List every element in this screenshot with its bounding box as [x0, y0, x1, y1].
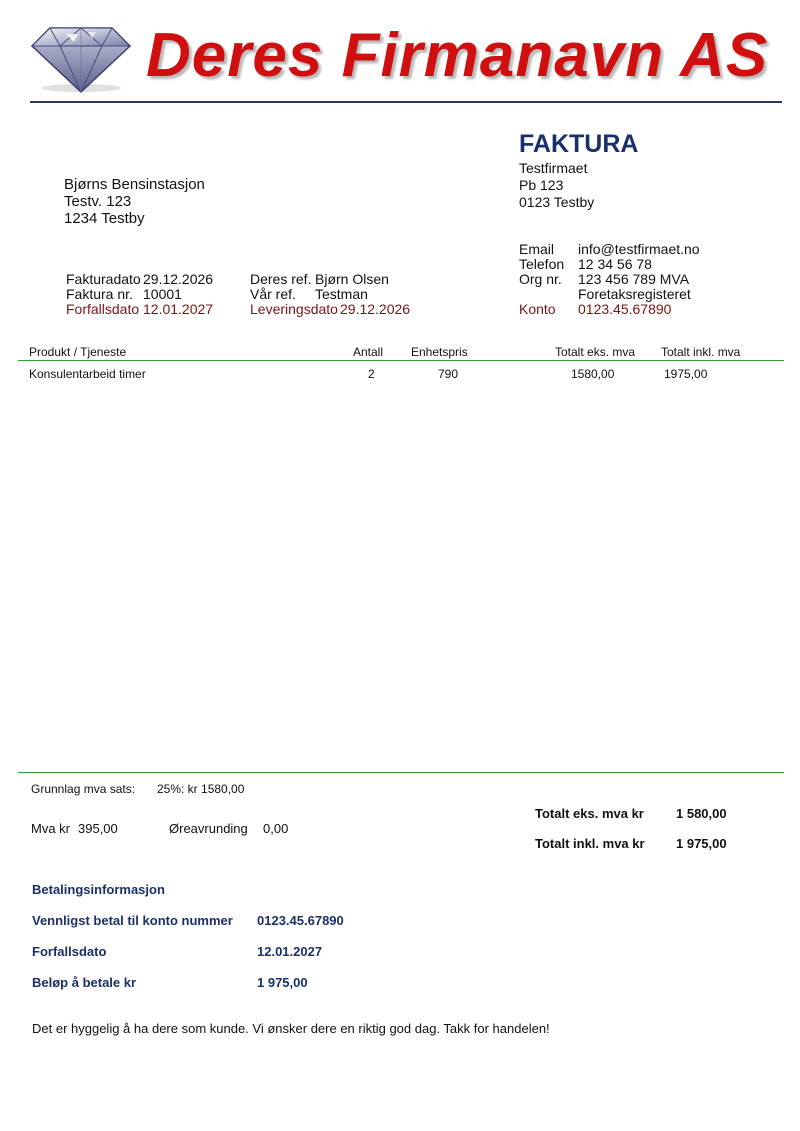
column-header-total-inc-vat: Totalt inkl. mva	[661, 345, 741, 359]
total-ex-vat-value: 1 580,00	[676, 806, 727, 821]
invoice-number-value: 10001	[143, 286, 182, 302]
invoice-date-value: 29.12.2026	[143, 271, 214, 287]
our-ref-value: Testman	[315, 286, 368, 302]
total-inc-vat-label: Totalt inkl. mva kr	[535, 836, 645, 851]
payment-heading: Betalingsinformasjon	[32, 882, 165, 897]
table-cell-product: Konsulentarbeid timer	[29, 367, 146, 381]
table-cell-unit-price: 790	[438, 367, 459, 381]
recipient-street: Testv. 123	[64, 193, 132, 210]
column-header-product: Produkt / Tjeneste	[29, 345, 127, 359]
recipient-name: Bjørns Bensinstasjon	[64, 176, 205, 193]
invoice-number-label: Faktura nr.	[66, 286, 133, 302]
vat-amount-value: 395,00	[78, 821, 118, 836]
payment-due-label: Forfallsdato	[32, 944, 107, 959]
rounding-label: Øreavrunding	[169, 821, 248, 836]
our-ref-label: Vår ref.	[250, 286, 296, 302]
total-ex-vat-label: Totalt eks. mva kr	[535, 806, 644, 821]
payment-amount-value: 1 975,00	[257, 975, 308, 990]
footer-divider	[18, 772, 784, 773]
account-value: 0123.45.67890	[578, 301, 672, 317]
recipient-city: 1234 Testby	[64, 210, 145, 227]
closing-message: Det er hyggelig å ha dere som kunde. Vi ønsker dere en riktig god dag. Takk for handelen!	[32, 1021, 550, 1036]
table-header-divider	[18, 360, 784, 361]
registry-text: Foretaksregisteret	[578, 286, 691, 302]
sender-name: Testfirmaet	[519, 160, 588, 176]
column-header-quantity: Antall	[353, 345, 384, 359]
vat-amount-label: Mva kr	[31, 821, 70, 836]
document-title: FAKTURA	[519, 130, 639, 158]
their-ref-value: Bjørn Olsen	[315, 271, 389, 287]
phone-label: Telefon	[519, 256, 565, 272]
org-label: Org nr.	[519, 271, 562, 287]
their-ref-label: Deres ref.	[250, 271, 312, 287]
table-cell-total-ex-vat: 1580,00	[571, 367, 615, 381]
payment-account-label: Vennligst betal til konto nummer	[32, 913, 233, 928]
sender-city: 0123 Testby	[519, 194, 595, 210]
table-cell-quantity: 2	[368, 367, 375, 381]
total-inc-vat-value: 1 975,00	[676, 836, 727, 851]
due-date-value: 12.01.2027	[143, 301, 214, 317]
phone-value: 12 34 56 78	[578, 256, 652, 272]
header-divider	[30, 101, 782, 103]
diamond-icon	[30, 22, 132, 94]
payment-account-value: 0123.45.67890	[257, 913, 344, 928]
invoice-date-label: Fakturadato	[66, 271, 141, 287]
column-header-unit-price: Enhetspris	[411, 345, 468, 359]
email-value[interactable]: info@testfirmaet.no	[578, 241, 700, 257]
vat-basis-value: 25%: kr 1580,00	[157, 782, 245, 796]
delivery-date-value: 29.12.2026	[340, 301, 411, 317]
org-value: 123 456 789 MVA	[578, 271, 690, 287]
payment-due-value: 12.01.2027	[257, 944, 323, 959]
delivery-date-label: Leveringsdato	[250, 301, 338, 317]
rounding-value: 0,00	[263, 821, 289, 836]
due-date-label: Forfallsdato	[66, 301, 140, 317]
company-name: Deres Firmanavn AS	[146, 21, 769, 90]
payment-amount-label: Beløp å betale kr	[32, 975, 137, 990]
email-label: Email	[519, 241, 555, 257]
sender-pobox: Pb 123	[519, 177, 564, 193]
table-cell-total-inc-vat: 1975,00	[664, 367, 708, 381]
vat-basis-label: Grunnlag mva sats:	[31, 782, 136, 796]
column-header-total-ex-vat: Totalt eks. mva	[555, 345, 636, 359]
account-label: Konto	[519, 301, 556, 317]
